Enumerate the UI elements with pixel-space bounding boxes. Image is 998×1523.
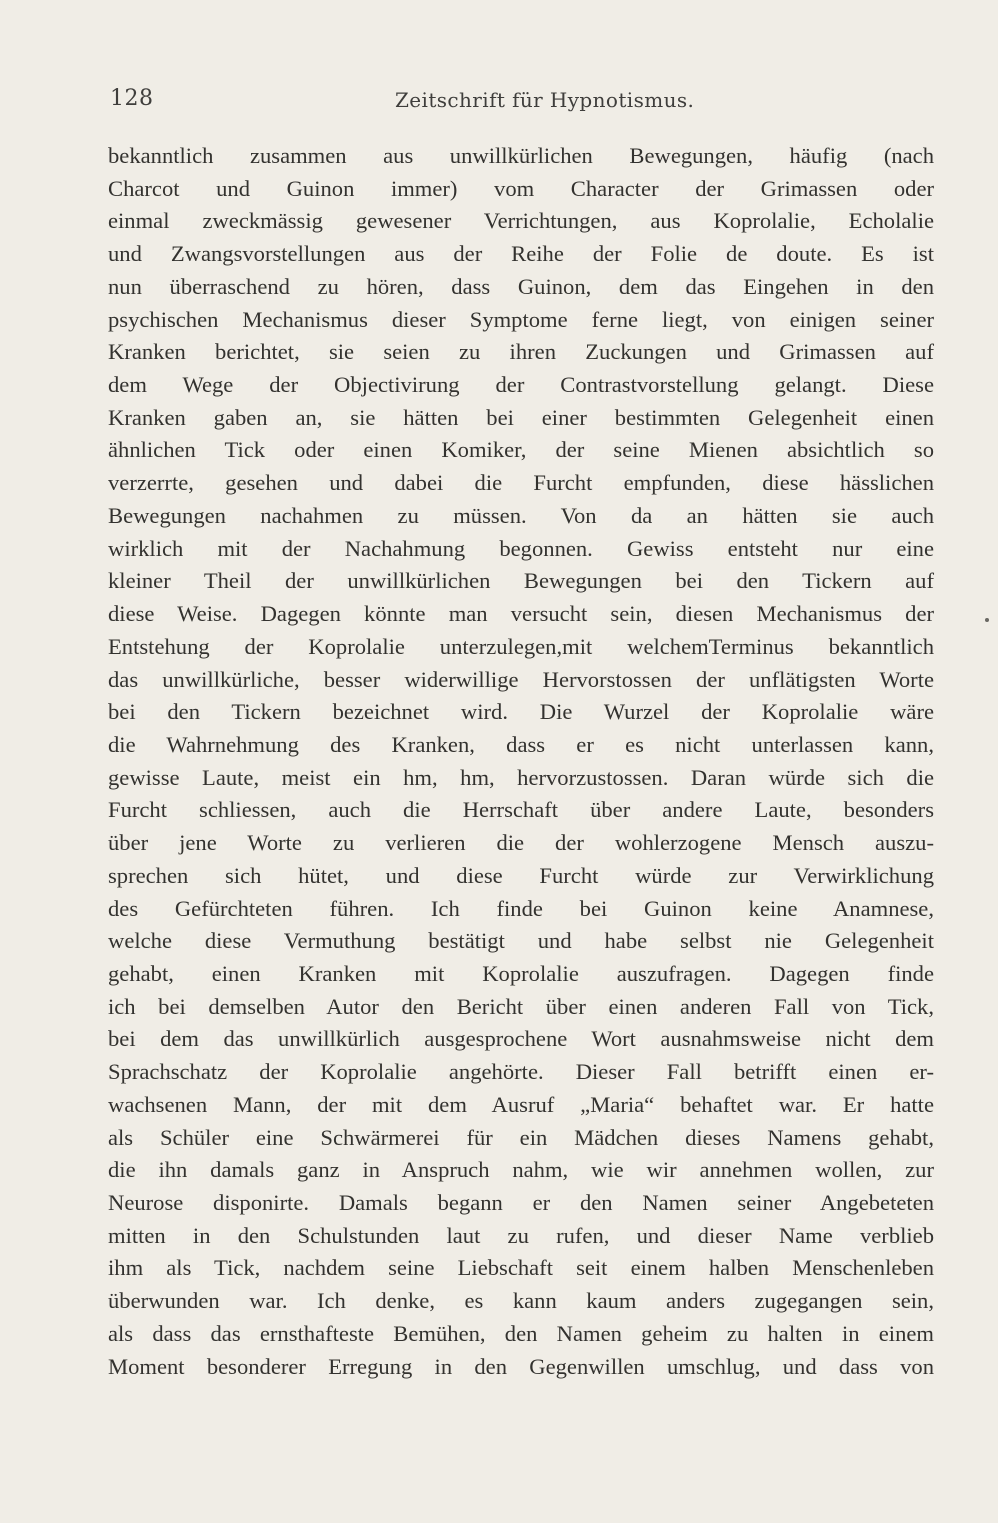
text-line: sprechen sich hütet, und diese Furcht würde zur Verwirklichung: [108, 862, 934, 888]
text-line: die ihn damals ganz in Anspruch nahm, wie wir annehmen wollen, zur: [108, 1157, 934, 1183]
text-line: Bewegungen nachahmen zu müssen. Von da an hätten sie auch: [108, 502, 934, 528]
text-line: verzerrte, gesehen und dabei die Furcht empfunden, diese hässlichen: [108, 470, 934, 496]
text-line: nun überraschend zu hören, dass Guinon, dem das Eingehen in den: [108, 273, 934, 299]
text-line: über jene Worte zu verlieren die der wohlerzogene Mensch auszu-: [108, 830, 934, 856]
text-line: als dass das ernsthafteste Bemühen, den Namen geheim zu halten in einem: [108, 1320, 934, 1346]
text-line: Sprachschatz der Koprolalie angehörte. Dieser Fall betrifft einen er-: [108, 1059, 934, 1085]
text-line: bei dem das unwillkürlich ausgesprochene Wort ausnahmsweise nicht dem: [108, 1026, 934, 1052]
text-line: dem Wege der Objectivirung der Contrastvorstellung gelangt. Diese: [108, 372, 934, 398]
text-line: ihm als Tick, nachdem seine Liebschaft seit einem halben Menschenleben: [108, 1255, 934, 1281]
text-line: Kranken gaben an, sie hätten bei einer bestimmten Gelegenheit einen: [108, 404, 934, 430]
body-text: [108, 140, 934, 1383]
ink-speck: [985, 618, 989, 622]
page-header: [110, 80, 930, 120]
text-line: gehabt, einen Kranken mit Koprolalie auszufragen. Dagegen finde: [108, 960, 934, 986]
text-line: des Gefürchteten führen. Ich finde bei Guinon keine Anamnese,: [108, 895, 934, 921]
text-line: wirklich mit der Nachahmung begonnen. Gewiss entsteht nur eine: [108, 535, 934, 561]
text-line: kleiner Theil der unwillkürlichen Bewegungen bei den Tickern auf: [108, 568, 934, 594]
text-line: bekanntlich zusammen aus unwillkürlichen Bewegungen, häufig (nach: [108, 143, 934, 168]
text-line: die Wahrnehmung des Kranken, dass er es nicht unterlassen kann,: [108, 731, 934, 757]
running-title: Zeitschrift für Hypnotismus.: [395, 88, 695, 112]
text-line: diese Weise. Dagegen könnte man versucht sein, diesen Mechanismus der: [108, 601, 934, 627]
text-line: einmal zweckmässig gewesener Verrichtungen, aus Koprolalie, Echolalie: [108, 208, 934, 234]
text-line: Furcht schliessen, auch die Herrschaft über andere Laute, besonders: [108, 797, 934, 823]
text-line: psychischen Mechanismus dieser Symptome ferne liegt, von einigen seiner: [108, 306, 934, 332]
text-line: Entstehung der Koprolalie unterzulegen,mit welchemTerminus bekanntlich: [108, 633, 934, 659]
text-line: bei den Tickern bezeichnet wird. Die Wurzel der Koprolalie wäre: [108, 699, 934, 725]
text-line: überwunden war. Ich denke, es kann kaum anders zugegangen sein,: [108, 1288, 934, 1314]
text-line: ich bei demselben Autor den Bericht über einen anderen Fall von Tick,: [108, 993, 934, 1019]
text-line: Moment besonderer Erregung in den Gegenwillen umschlug, und dass von: [108, 1353, 934, 1379]
text-line: welche diese Vermuthung bestätigt und habe selbst nie Gelegenheit: [108, 928, 934, 954]
text-line: das unwillkürliche, besser widerwillige Hervorstossen der unflätigsten Worte: [108, 666, 934, 692]
page-number: 128: [110, 86, 154, 111]
text-line: Kranken berichtet, sie seien zu ihren Zuckungen und Grimassen auf: [108, 339, 934, 365]
text-line: ähnlichen Tick oder einen Komiker, der seine Mienen absichtlich so: [108, 437, 934, 463]
text-line: und Zwangsvorstellungen aus der Reihe der Folie de doute. Es ist: [108, 241, 934, 267]
text-line: wachsenen Mann, der mit dem Ausruf „Maria“ behaftet war. Er hatte: [108, 1091, 934, 1117]
text-line: gewisse Laute, meist ein hm, hm, hervorzustossen. Daran würde sich die: [108, 764, 934, 790]
text-line: Neurose disponirte. Damals begann er den Namen seiner Angebeteten: [108, 1190, 934, 1215]
text-line: Charcot und Guinon immer) vom Character der Grimassen oder: [108, 175, 934, 201]
text-line: als Schüler eine Schwärmerei für ein Mädchen dieses Namens gehabt,: [108, 1124, 934, 1150]
text-line: mitten in den Schulstunden laut zu rufen, und dieser Name verblieb: [108, 1222, 934, 1248]
